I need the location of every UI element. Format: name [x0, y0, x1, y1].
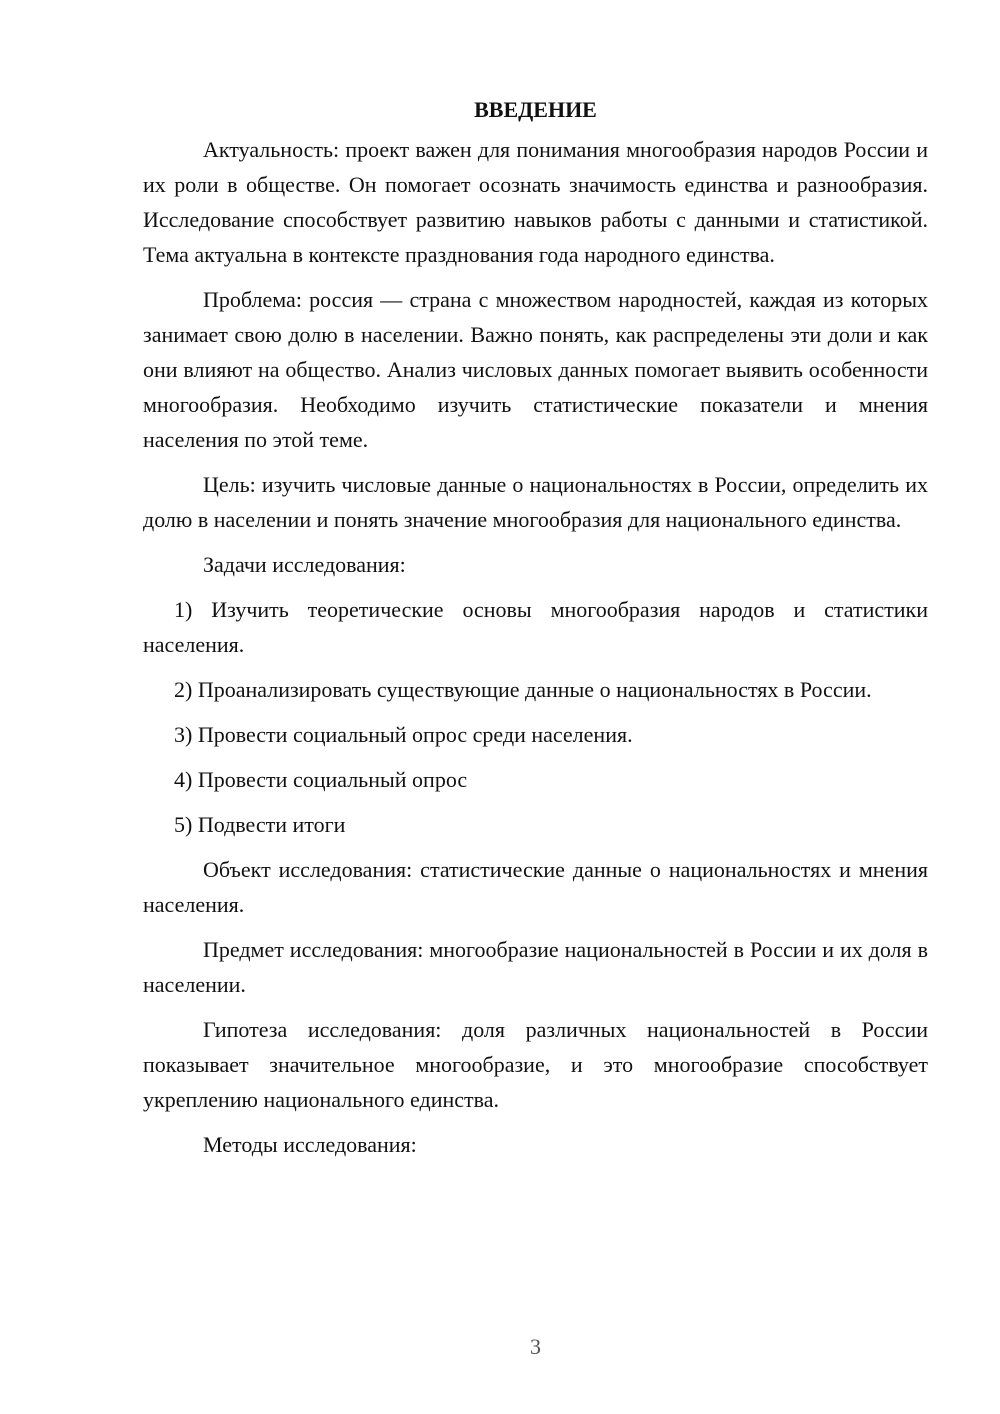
paragraph-goal: Цель: изучить числовые данные о национальностях в России, определить их долю в населении и понять значение многообразия для национального единства. — [143, 472, 928, 532]
document-page — [143, 92, 928, 1172]
task-item-1: 1) Изучить теоретические основы многообразия народов и статистики населения. — [143, 597, 928, 657]
paragraph-relevance: Актуальность: проект важен для понимания многообразия народов России и их роли в обществе. Он помогает осознать значимость единства и разнообразия. Исследование способствует развитию навыков работы с данными и статистикой. Тема актуальна в контексте празднования года народного единства. — [143, 137, 928, 267]
methods-title: Методы исследования: — [203, 1132, 417, 1157]
page-number: 3 — [530, 1334, 541, 1359]
task-item-3: 3) Провести социальный опрос среди населения. — [174, 722, 633, 747]
paragraph-subject: Предмет исследования: многообразие национальностей в России и их доля в населении. — [143, 937, 928, 997]
section-heading: ВВЕДЕНИЕ — [474, 97, 597, 122]
task-item-2: 2) Проанализировать существующие данные о национальностях в России. — [174, 677, 872, 702]
tasks-title: Задачи исследования: — [203, 552, 406, 577]
paragraph-object: Объект исследования: статистические данные о национальностях и мнения населения. — [143, 857, 928, 917]
paragraph-problem: Проблема: россия — страна с множеством народностей, каждая из которых занимает свою долю в населении. Важно понять, как распределены эти доли и как они влияют на общество. Анализ числовых данных помогает выявить особенности многообразия. Необходимо изучить статистические показатели и мнения населения по этой теме. — [143, 287, 928, 452]
task-item-5: 5) Подвести итоги — [174, 812, 346, 837]
paragraph-hypothesis: Гипотеза исследования: доля различных национальностей в России показывает значительное многообразие, и это многообразие способствует укреплению национального единства. — [143, 1017, 928, 1112]
task-item-4: 4) Провести социальный опрос — [174, 767, 468, 792]
